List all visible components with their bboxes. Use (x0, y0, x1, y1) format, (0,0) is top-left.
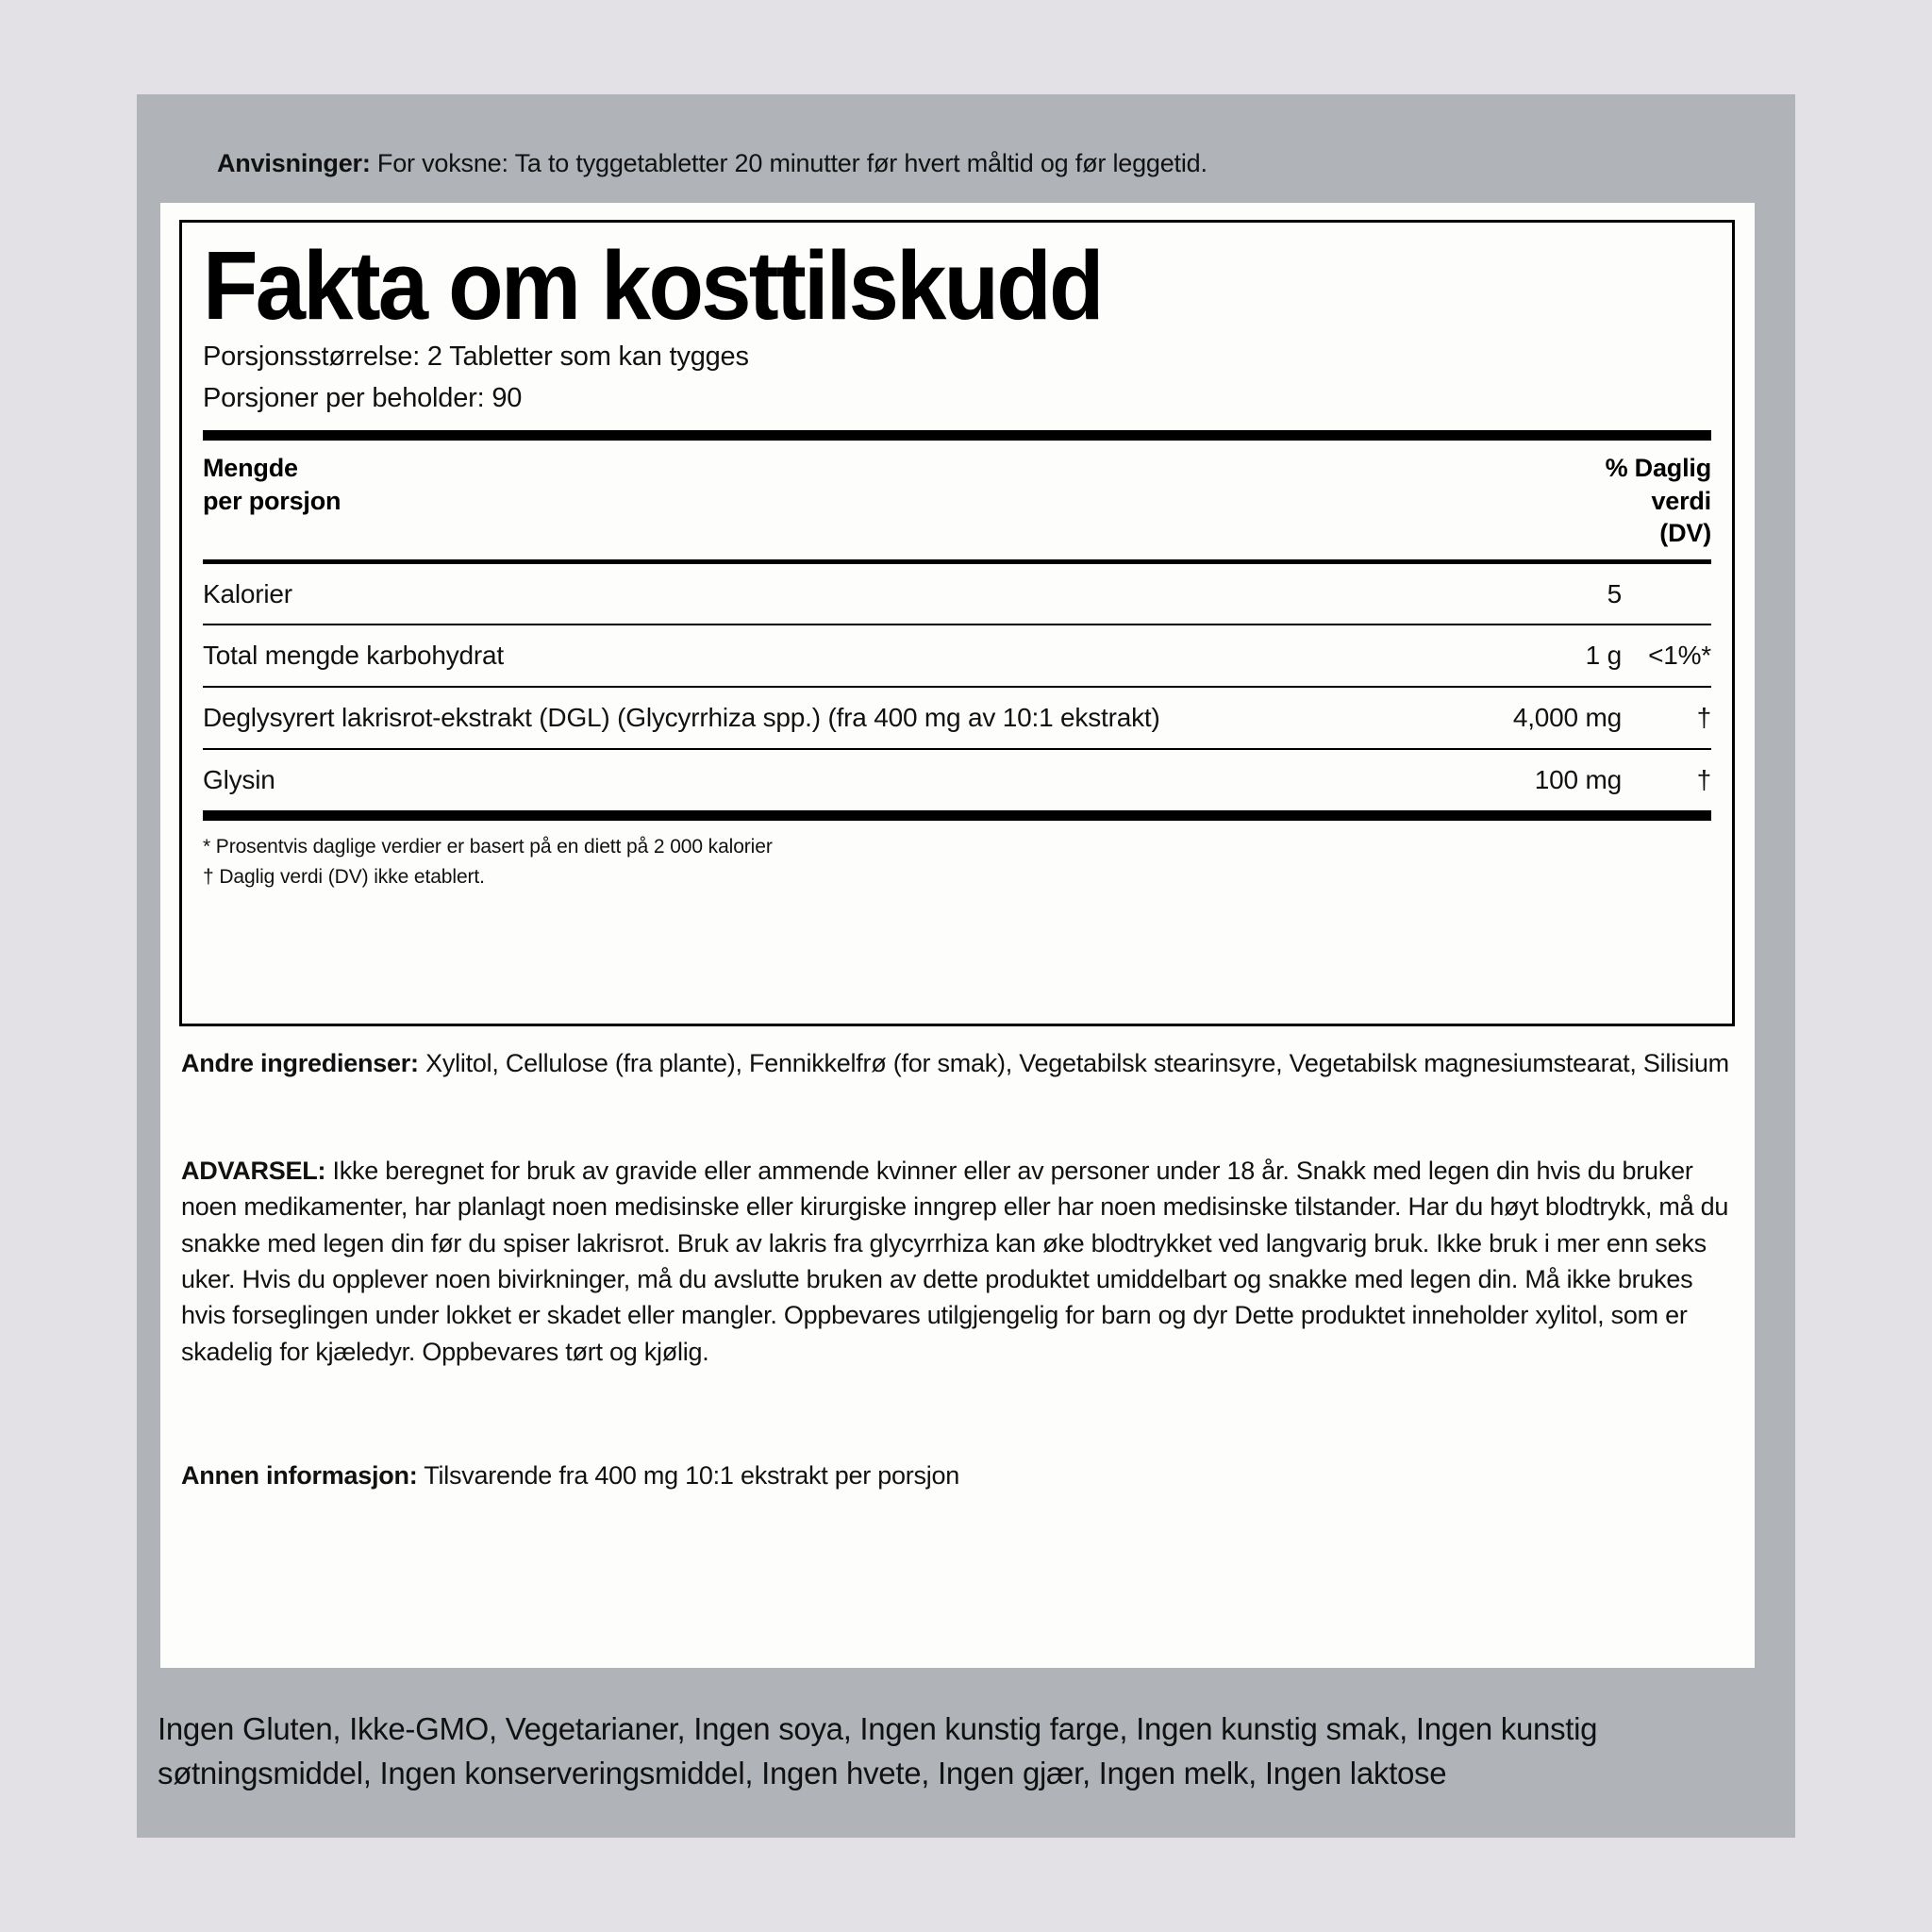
footnotes (203, 821, 1711, 893)
nutrient-name: Total mengde karbohydrat (203, 641, 504, 671)
table-row (203, 564, 1711, 625)
serving-size: Porsjonsstørrelse: 2 Tabletter som kan tygges (203, 341, 749, 373)
directions-text: For voksne: Ta to tyggetabletter 20 minutter før hvert måltid og før leggetid. (370, 149, 1208, 177)
warning-label: ADVARSEL: (181, 1157, 326, 1185)
other-ingredients-text: Xylitol, Cellulose (fra plante), Fennikkelfrø (for smak), Vegetabilsk stearinsyre, Vegetabilsk magnesiumstearat, Silisium (418, 1049, 1729, 1077)
dv-header-line1: % Daglig (1605, 454, 1711, 483)
dv-header-line3: (DV) (1659, 519, 1711, 548)
divider-thick-top (203, 430, 1711, 441)
nutrient-daily-value: † (1696, 764, 1711, 794)
amount-per-serving-header (203, 452, 1428, 517)
label-white-card (160, 203, 1755, 1668)
nutrient-amount: 1 g (1585, 641, 1622, 671)
divider-thick-bottom (203, 810, 1711, 821)
nutrient-amount: 100 mg (1534, 764, 1622, 794)
nutrient-daily-value: <1%* (1648, 641, 1711, 671)
directions-label: Anvisninger: (217, 149, 371, 177)
nutrient-name: Kalorier (203, 578, 292, 608)
page-title: Fakta om kosttilskudd (203, 231, 1102, 340)
nutrient-name: Deglysyrert lakrisrot-ekstrakt (DGL) (Glycyrrhiza spp.) (fra 400 mg av 10:1 ekstrakt) (203, 703, 1160, 733)
other-ingredients (181, 1045, 1736, 1081)
footnote-percent-daily-value: * Prosentvis daglige verdier er basert på en diett på 2 000 kalorier (203, 835, 773, 858)
nutrient-amount: 5 (1607, 578, 1622, 608)
amount-header-line2: per porsjon (203, 486, 341, 515)
table-row (203, 750, 1711, 810)
nutrient-name: Glysin (203, 765, 275, 795)
other-information-text: Tilsvarende fra 400 mg 10:1 ekstrakt per porsjon (417, 1461, 960, 1490)
supplement-label-panel (137, 94, 1795, 1838)
daily-value-header (1428, 452, 1711, 550)
nutrient-daily-value: † (1696, 703, 1711, 733)
other-information (181, 1457, 1736, 1493)
supplement-facts-box (179, 220, 1735, 1026)
servings-per-container: Porsjoner per beholder: 90 (203, 382, 523, 413)
table-header-row (203, 441, 1711, 559)
dv-header-line2: verdi (1651, 486, 1711, 515)
table-row (203, 625, 1711, 686)
warning-text: Ikke beregnet for bruk av gravide eller ammende kvinner eller av personer under 18 år. Snakk med legen din hvis du bruker noen medikamenter, har planlagt noen medisinske eller kirurgiske inngrep eller har noen medisinske tilstander. Har du høyt blodtrykk, må du snakke med legen din før du spiser lakrisrot. Bruk av lakris fra glycyrrhiza kan øke blodtrykket ved langvarig bruk. Ikke bruk i mer enn seks uker. Hvis du opplever noen bivirkninger, må du avslutte bruken av dette produktet umiddelbart og snakke med legen din. Må ikke brukes hvis forseglingen under lokket er skadet eller mangler. Oppbevares utilgjengelig for barn og dyr Dette produktet inneholder xylitol, som er skadelig for kjæledyr. Oppbevares tørt og kjølig. (181, 1157, 1729, 1366)
product-claims-list: Ingen Gluten, Ikke-GMO, Vegetarianer, Ingen soya, Ingen kunstig farge, Ingen kunstig smak, Ingen kunstig søtningsmiddel, Ingen konserveringsmiddel, Ingen hvete, Ingen gjær, Ingen melk, Ingen laktose (158, 1711, 1598, 1790)
footnote-dagger: † Daglig verdi (DV) ikke etablert. (203, 866, 485, 889)
nutrient-amount: 4,000 mg (1512, 703, 1622, 733)
warning-paragraph (181, 1153, 1736, 1370)
other-information-label: Annen informasjon: (181, 1461, 418, 1490)
directions-line (217, 146, 1726, 180)
table-row (203, 688, 1711, 748)
amount-header-line1: Mengde (203, 454, 298, 483)
other-ingredients-label: Andre ingredienser: (181, 1049, 419, 1077)
